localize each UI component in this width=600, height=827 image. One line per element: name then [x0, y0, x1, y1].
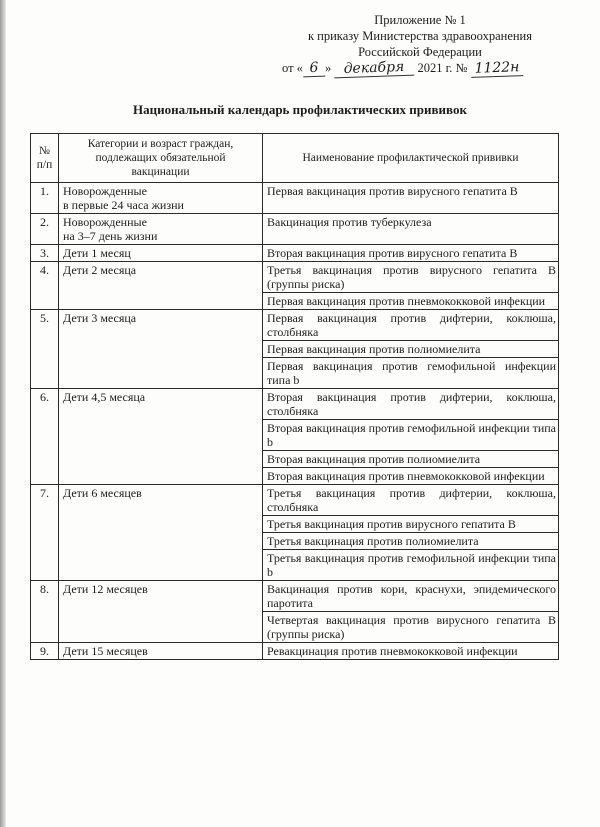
row-vaccine: Ревакцинация против пневмококковой инфекции — [263, 643, 559, 660]
table-row — [31, 485, 559, 516]
order-line-1: к приказу Министерства здравоохранения — [307, 29, 532, 43]
row-vaccine: Первая вакцинация против вирусного гепатита В — [263, 183, 559, 214]
row-category: Новорожденные на 3–7 день жизни — [59, 214, 263, 245]
page-edge-shadow — [0, 0, 6, 827]
row-vaccine: Третья вакцинация против гемофильной инфекции типа b — [263, 550, 559, 581]
row-vaccine: Вакцинация против туберкулеза — [263, 214, 559, 245]
row-vaccine: Первая вакцинация против пневмококковой инфекции — [263, 293, 559, 310]
row-vaccine: Третья вакцинация против вирусного гепатита В — [263, 516, 559, 533]
row-category: Новорожденные в первые 24 часа жизни — [59, 183, 263, 214]
header-category: Категории и возраст граждан, подлежащих обязательной вакцинации — [59, 134, 263, 183]
row-category: Дети 1 месяц — [59, 245, 263, 262]
row-vaccine: Третья вакцинация против дифтерии, коклюша, столбняка — [263, 485, 559, 516]
date-prefix: от « — [282, 61, 303, 75]
row-number: 4. — [31, 262, 59, 310]
row-category: Дети 15 месяцев — [59, 643, 263, 660]
order-line-2: Российской Федерации — [358, 45, 482, 59]
appendix-label: Приложение № 1 — [374, 13, 466, 27]
handwritten-month: декабря — [334, 59, 415, 79]
row-vaccine: Первая вакцинация против дифтерии, коклюша, столбняка — [263, 310, 559, 341]
vaccination-table — [30, 133, 559, 660]
row-category: Дети 3 месяца — [59, 310, 263, 389]
row-number: 6. — [31, 389, 59, 485]
row-vaccine: Вторая вакцинация против пневмококковой инфекции — [263, 468, 559, 485]
document-title: Национальный календарь профилактических прививок — [133, 102, 467, 117]
table-header-row — [31, 134, 559, 183]
row-category: Дети 6 месяцев — [59, 485, 263, 581]
row-category: Дети 12 месяцев — [59, 581, 263, 643]
row-vaccine: Третья вакцинация против вирусного гепатита В (группы риска) — [263, 262, 559, 293]
row-vaccine: Вторая вакцинация против гемофильной инфекции типа b — [263, 420, 559, 451]
table-row — [31, 214, 559, 245]
row-number: 9. — [31, 643, 59, 660]
order-date-line — [270, 60, 570, 77]
table-row — [31, 389, 559, 420]
row-category: Дети 2 месяца — [59, 262, 263, 310]
header-num: № п/п — [31, 134, 59, 183]
table-row — [31, 310, 559, 341]
table-row — [31, 581, 559, 612]
date-mid: » — [324, 61, 332, 75]
table-row — [31, 262, 559, 293]
row-vaccine: Вторая вакцинация против вирусного гепатита В — [263, 245, 559, 262]
row-vaccine: Вакцинация против кори, краснухи, эпидемического паротита — [263, 581, 559, 612]
row-category: Дети 4,5 месяца — [59, 389, 263, 485]
row-vaccine: Вторая вакцинация против полиомиелита — [263, 451, 559, 468]
table-row — [31, 245, 559, 262]
row-number: 5. — [31, 310, 59, 389]
handwritten-number: 1122н — [470, 59, 523, 78]
header-vaccine: Наименование профилактической прививки — [263, 134, 559, 183]
row-vaccine: Первая вакцинация против полиомиелита — [263, 341, 559, 358]
row-vaccine: Четвертая вакцинация против вирусного гепатита В (группы риска) — [263, 612, 559, 643]
handwritten-day: 6 — [303, 60, 326, 78]
row-vaccine: Первая вакцинация против гемофильной инфекции типа b — [263, 358, 559, 389]
table-body — [31, 183, 559, 660]
row-number: 8. — [31, 581, 59, 643]
row-number: 2. — [31, 214, 59, 245]
table-row — [31, 183, 559, 214]
row-number: 7. — [31, 485, 59, 581]
row-vaccine: Вторая вакцинация против дифтерии, коклюша, столбняка — [263, 389, 559, 420]
row-vaccine: Третья вакцинация против полиомиелита — [263, 533, 559, 550]
row-number: 3. — [31, 245, 59, 262]
date-year: 2021 г. № — [417, 61, 468, 75]
table-row — [31, 643, 559, 660]
document-header — [270, 12, 570, 77]
row-number: 1. — [31, 183, 59, 214]
